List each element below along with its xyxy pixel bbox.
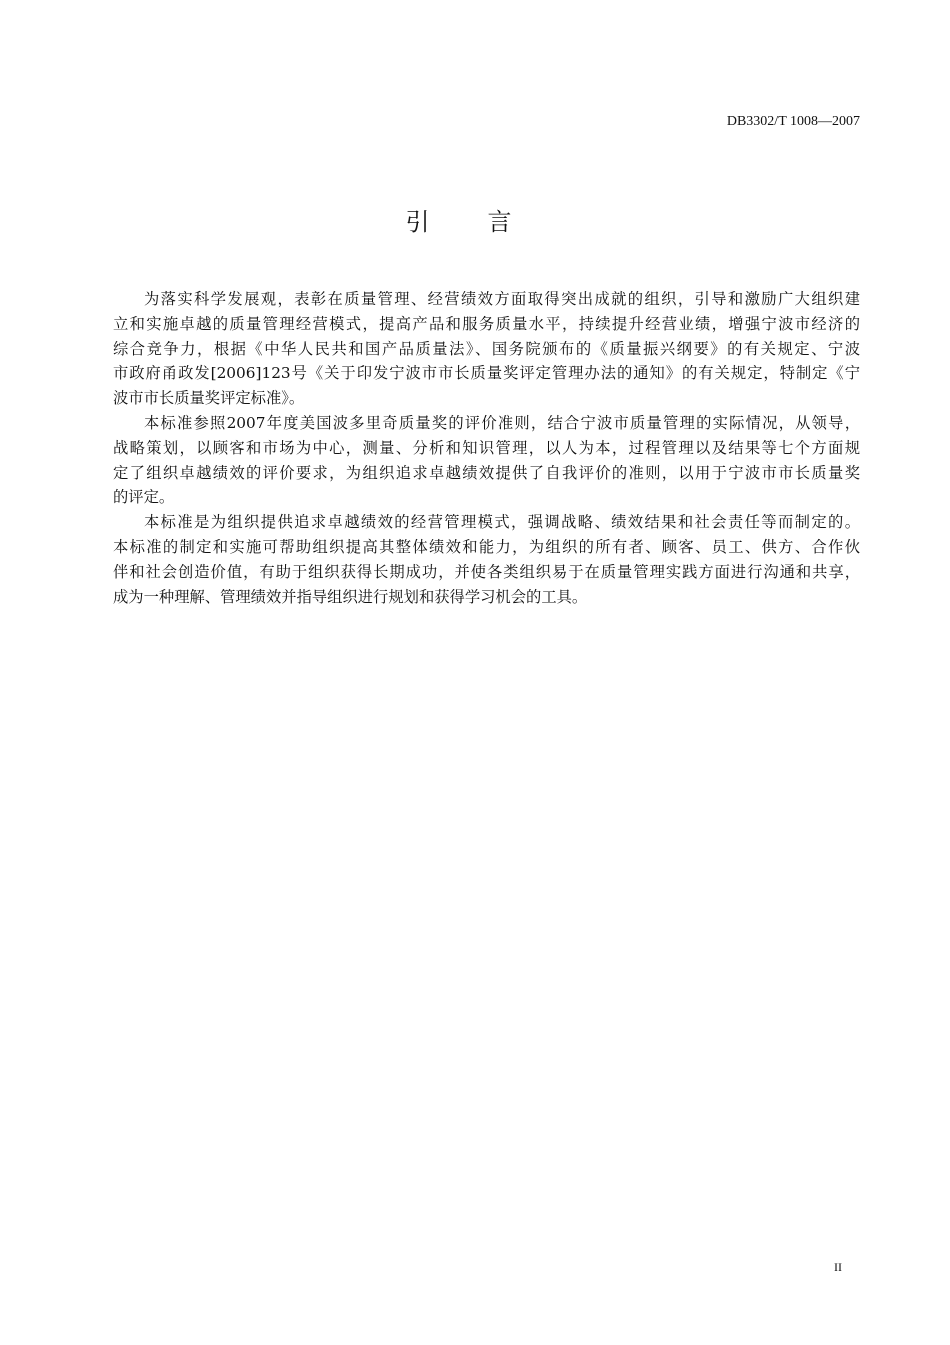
page-number: II bbox=[834, 1260, 842, 1274]
text-line: 的评定。 bbox=[113, 488, 175, 507]
document-body bbox=[113, 287, 860, 609]
paragraph bbox=[113, 510, 860, 609]
text-line: 本标准是为组织提供追求卓越绩效的经营管理模式，强调战略、绩效结果和社会责任等而制定的。 bbox=[144, 513, 860, 532]
text-line: 本标准的制定和实施可帮助组织提高其整体绩效和能力，为组织的所有者、顾客、员工、供方、合作伙 bbox=[113, 537, 860, 556]
text-line: 成为一种理解、管理绩效并指导组织进行规划和获得学习机会的工具。 bbox=[113, 587, 588, 606]
text-line: 市政府甬政发[2006]123号《关于印发宁波市市长质量奖评定管理办法的通知》的有关规定，特制定《宁 bbox=[113, 364, 860, 383]
text-line: 为落实科学发展观，表彰在质量管理、经营绩效方面取得突出成就的组织，引导和激励广大组织建 bbox=[144, 290, 860, 308]
standard-number: DB3302/T 1008—2007 bbox=[726, 114, 860, 129]
page-title: 引言 bbox=[405, 208, 570, 236]
text-line: 定了组织卓越绩效的评价要求，为组织追求卓越绩效提供了自我评价的准则，以用于宁波市市长质量奖 bbox=[113, 463, 860, 482]
paragraph bbox=[113, 411, 860, 510]
text-line: 立和实施卓越的质量管理经营模式，提高产品和服务质量水平，持续提升经营业绩，增强宁波市经济的 bbox=[113, 314, 860, 333]
paragraph bbox=[113, 287, 860, 411]
text-line: 综合竞争力，根据《中华人民共和国产品质量法》、国务院颁布的《质量振兴纲要》的有关规定、宁波 bbox=[113, 339, 860, 358]
text-line: 本标准参照2007年度美国波多里奇质量奖的评价准则，结合宁波市质量管理的实际情况，从领导， bbox=[144, 413, 860, 432]
text-line: 战略策划，以顾客和市场为中心，测量、分析和知识管理，以人为本，过程管理以及结果等七个方面规 bbox=[113, 438, 860, 457]
text-line: 波市市长质量奖评定标准》。 bbox=[113, 389, 305, 408]
text-line: 伴和社会创造价值，有助于组织获得长期成功，并使各类组织易于在质量管理实践方面进行沟通和共享， bbox=[113, 562, 860, 581]
